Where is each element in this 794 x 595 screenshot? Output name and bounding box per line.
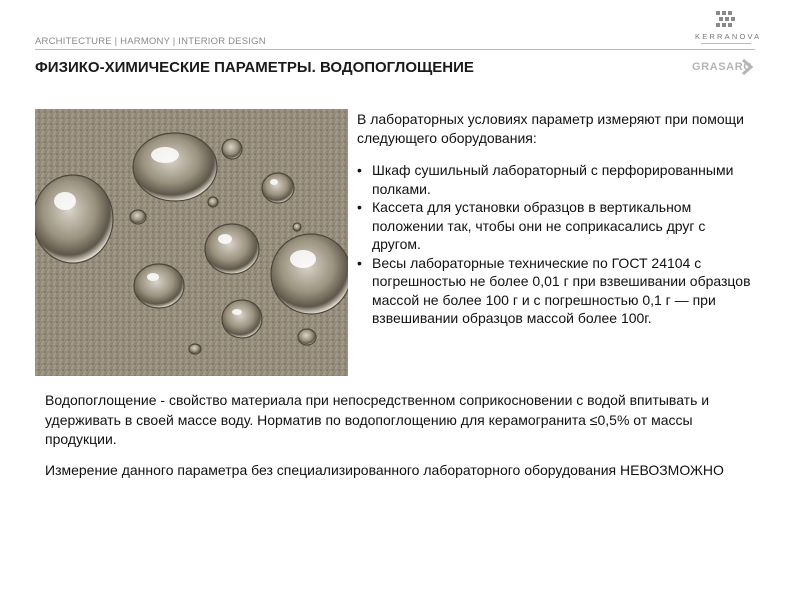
list-item-text: Кассета для установки образцов в вертикальном положении так, чтобы они не соприкасались друг с другом. bbox=[372, 199, 706, 252]
list-item-text: Весы лабораторные технические по ГОСТ 24104 с погрешностью не более 0,01 г при взвешивании образцов массой не более 100 г и с погрешностью 0,1 г — при взвешивании образцов массой более 100г. bbox=[372, 254, 751, 326]
kerranova-wordmark: KERRANOVA bbox=[695, 32, 762, 41]
bullet: • bbox=[357, 162, 362, 178]
page-title: ФИЗИКО-ХИМИЧЕСКИЕ ПАРАМЕТРЫ. ВОДОПОГЛОЩЕНИЕ bbox=[35, 59, 474, 76]
bullet: • bbox=[357, 199, 362, 215]
equipment-item-dryer bbox=[357, 161, 757, 198]
list-item-text: Шкаф сушильный лабораторный с перфорированными полками. bbox=[372, 162, 734, 197]
equipment-item-cassette bbox=[357, 198, 757, 254]
bullet: • bbox=[357, 254, 362, 271]
kerranova-logo bbox=[695, 10, 762, 48]
kerranova-mark-icon bbox=[715, 10, 737, 30]
equipment-section bbox=[357, 110, 757, 328]
equipment-list bbox=[357, 161, 757, 328]
kerranova-underline bbox=[701, 43, 751, 44]
grasaro-wordmark: GRASARO bbox=[692, 61, 753, 73]
header-rule bbox=[35, 49, 755, 50]
note-paragraph: Измерение данного параметра без специализированного лабораторного оборудования НЕВОЗМОЖНО bbox=[45, 461, 724, 478]
definition-paragraph: Водопоглощение - свойство материала при непосредственном соприкосновении с водой впитывать и удерживать в своей массе воду. Норматив по водопоглощению для керамогранита ≤0,5% от массы продукции. bbox=[45, 392, 710, 447]
grasaro-logo bbox=[692, 58, 756, 76]
tagline: ARCHITECTURE | HARMONY | INTERIOR DESIGN bbox=[35, 36, 266, 47]
equipment-item-scales bbox=[357, 254, 757, 328]
grasaro-chevron-icon bbox=[741, 58, 755, 76]
bottom-text bbox=[45, 391, 745, 491]
equipment-intro: В лабораторных условиях параметр измеряют при помощи следующего оборудования: bbox=[357, 111, 744, 146]
water-droplets-photo bbox=[35, 109, 348, 376]
